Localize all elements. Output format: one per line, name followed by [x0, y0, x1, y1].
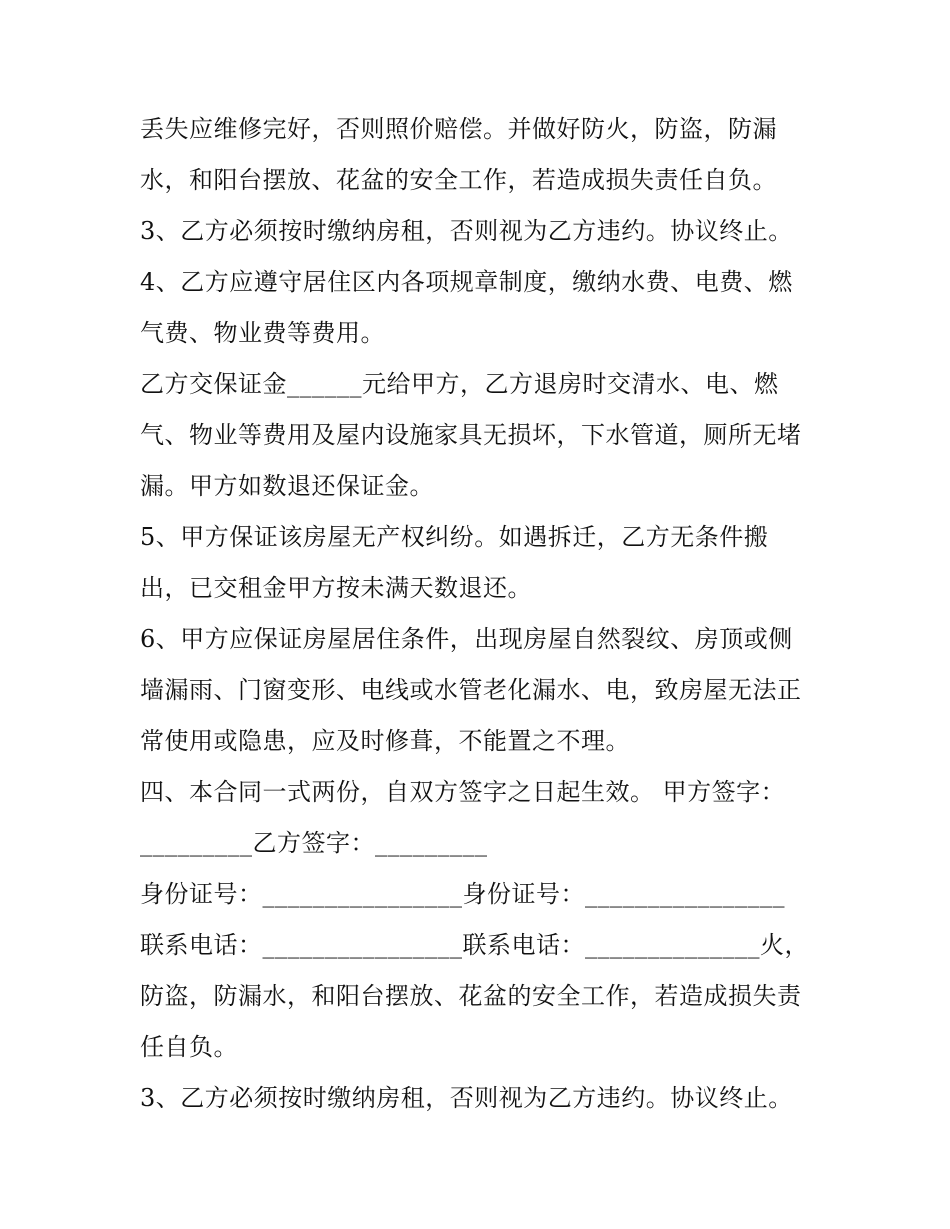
text-line: 出，已交租金甲方按未满天数退还。 [140, 574, 532, 602]
text-line: 丢失应维修完好，否则照价赔偿。并做好防火，防盗，防漏 [140, 115, 777, 143]
text-line: 常使用或隐患，应及时修葺，不能置之不理。 [140, 727, 630, 755]
phone-line: 联系电话：________________联系电话：______________火， [140, 931, 809, 959]
text-line: 防盗，防漏水，和阳台摆放、花盆的安全工作，若造成损失责 [140, 982, 802, 1010]
text-line: 四、本合同一式两份，自双方签字之日起生效。 甲方签字： [140, 778, 786, 806]
text-line: 任自负。 [140, 1033, 238, 1061]
text-line: 6、甲方应保证房屋居住条件，出现房屋自然裂纹、房顶或侧 [140, 625, 793, 653]
text-line: 3、乙方必须按时缴纳房租，否则视为乙方违约。协议终止。 [140, 217, 793, 245]
text-line: 漏。甲方如数退还保证金。 [140, 472, 434, 500]
text-line: 5、甲方保证该房屋无产权纠纷。如遇拆迁，乙方无条件搬 [140, 523, 769, 551]
text-line: 水，和阳台摆放、花盆的安全工作，若造成损失责任自负。 [140, 166, 777, 194]
text-line: 4、乙方应遵守居住区内各项规章制度，缴纳水费、电费、燃 [140, 268, 793, 296]
text-line: 气费、物业费等费用。 [140, 319, 385, 347]
text-line: 3、乙方必须按时缴纳房租，否则视为乙方违约。协议终止。 [140, 1084, 793, 1112]
contract-text [140, 104, 830, 1124]
text-line: 墙漏雨、门窗变形、电线或水管老化漏水、电，致房屋无法正 [140, 676, 802, 704]
text-line: 乙方交保证金______元给甲方，乙方退房时交清水、电、燃 [140, 370, 779, 398]
id-number-line: 身份证号：________________身份证号：________________ [140, 880, 785, 908]
signature-line: _________乙方签字：_________ [140, 829, 488, 857]
text-line: 气、物业等费用及屋内设施家具无损坏，下水管道，厕所无堵 [140, 421, 802, 449]
